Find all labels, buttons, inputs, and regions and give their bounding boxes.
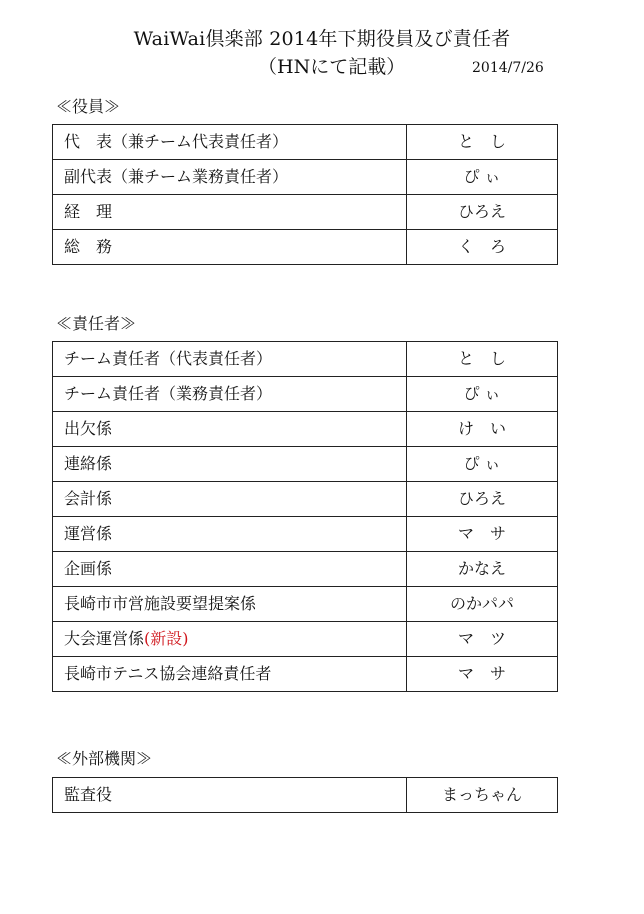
table-row bbox=[53, 342, 558, 377]
person-cell: マ サ bbox=[407, 517, 558, 552]
table-row bbox=[53, 125, 558, 160]
role-cell: 経 理 bbox=[53, 195, 407, 230]
person-cell: マ ツ bbox=[407, 622, 558, 657]
role-cell: 副代表（兼チーム業務責任者） bbox=[53, 160, 407, 195]
table-row bbox=[53, 230, 558, 265]
person-cell: け い bbox=[407, 412, 558, 447]
person-cell: と し bbox=[407, 342, 558, 377]
table-row bbox=[53, 160, 558, 195]
document-date: 2014/7/26 bbox=[472, 60, 544, 76]
role-cell bbox=[53, 622, 407, 657]
role-cell: 連絡係 bbox=[53, 447, 407, 482]
new-role-tag: (新設) bbox=[144, 629, 189, 648]
table-row bbox=[53, 195, 558, 230]
role-cell: 会計係 bbox=[53, 482, 407, 517]
person-cell: まっちゃん bbox=[407, 778, 558, 813]
table-row bbox=[53, 657, 558, 692]
section-heading-officers: ≪役員≫ bbox=[56, 97, 121, 116]
role-cell: チーム責任者（代表責任者） bbox=[53, 342, 407, 377]
person-cell: ぴ ぃ bbox=[407, 377, 558, 412]
person-cell: かなえ bbox=[407, 552, 558, 587]
document-title: WaiWai倶楽部 2014年下期役員及び責任者 bbox=[133, 28, 511, 50]
person-cell: ぴ ぃ bbox=[407, 447, 558, 482]
role-cell: 運営係 bbox=[53, 517, 407, 552]
person-cell: のかパパ bbox=[407, 587, 558, 622]
section-heading-external: ≪外部機関≫ bbox=[56, 749, 153, 768]
person-cell: ぴ ぃ bbox=[407, 160, 558, 195]
role-cell: 企画係 bbox=[53, 552, 407, 587]
document-subtitle: （HNにて記載） bbox=[258, 56, 406, 78]
role-cell: 出欠係 bbox=[53, 412, 407, 447]
person-cell: マ サ bbox=[407, 657, 558, 692]
table-row bbox=[53, 517, 558, 552]
table-row bbox=[53, 587, 558, 622]
person-cell: と し bbox=[407, 125, 558, 160]
person-cell: ひろえ bbox=[407, 482, 558, 517]
role-label: 大会運営係 bbox=[64, 629, 145, 648]
table-row bbox=[53, 778, 558, 813]
role-cell: 監査役 bbox=[53, 778, 407, 813]
table-row bbox=[53, 482, 558, 517]
section-heading-managers: ≪責任者≫ bbox=[56, 314, 137, 333]
role-cell: 長崎市テニス協会連絡責任者 bbox=[53, 657, 407, 692]
table-row bbox=[53, 622, 558, 657]
role-cell: 長崎市市営施設要望提案係 bbox=[53, 587, 407, 622]
role-cell: チーム責任者（業務責任者） bbox=[53, 377, 407, 412]
managers-table bbox=[52, 341, 558, 692]
table-row bbox=[53, 447, 558, 482]
external-table bbox=[52, 777, 558, 813]
person-cell: ひろえ bbox=[407, 195, 558, 230]
table-row bbox=[53, 412, 558, 447]
table-row bbox=[53, 552, 558, 587]
table-row bbox=[53, 377, 558, 412]
role-cell: 代 表（兼チーム代表責任者） bbox=[53, 125, 407, 160]
role-cell: 総 務 bbox=[53, 230, 407, 265]
person-cell: く ろ bbox=[407, 230, 558, 265]
officers-table bbox=[52, 124, 558, 265]
